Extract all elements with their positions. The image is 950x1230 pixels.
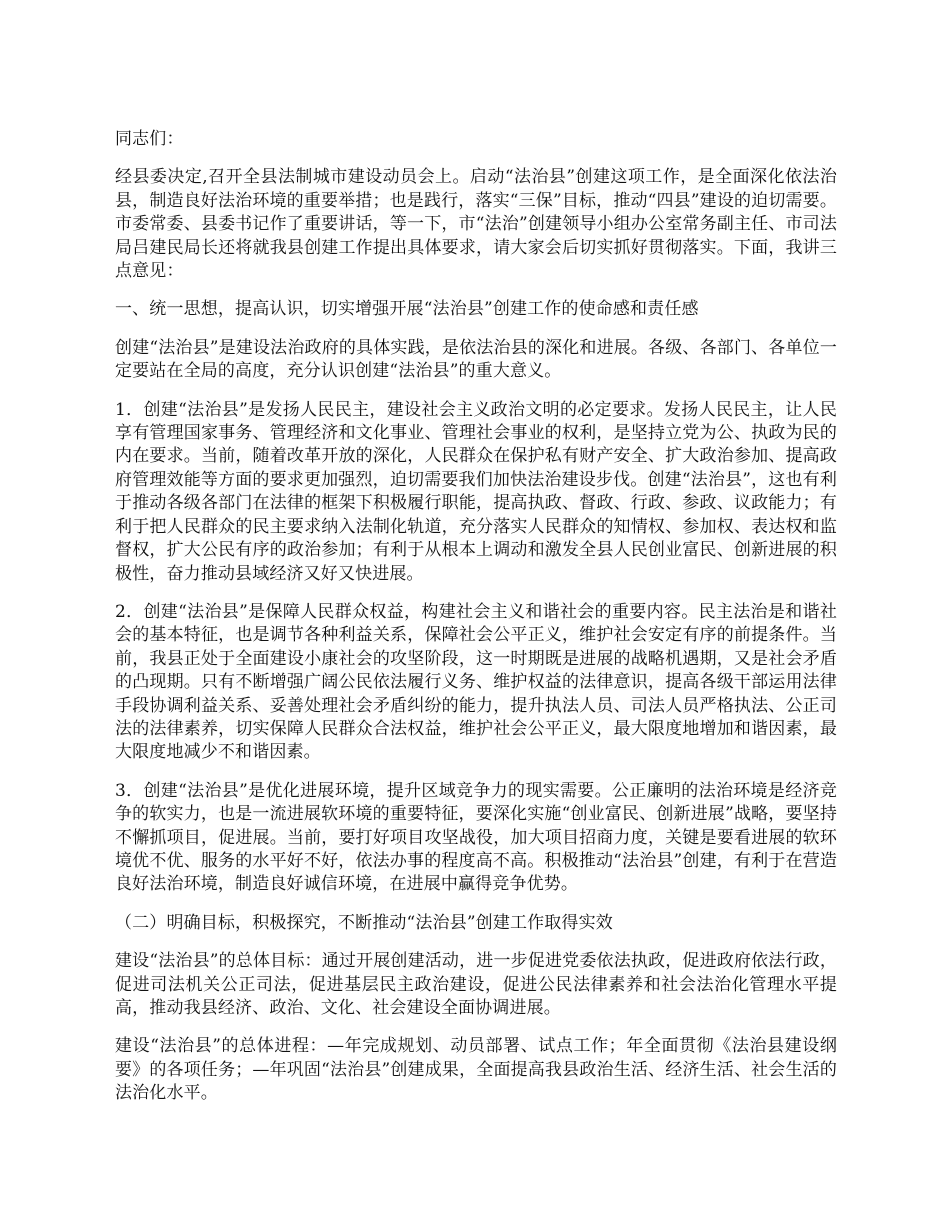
paragraph-intro: 经县委决定,召开全县法制城市建设动员会上。启动“法治县”创建这项工作，是全面深化依法治县，制造良好法治环境的重要举措；也是践行，落实“三保”目标，推动“四县”建设的迫切需要。市委常委、县委书记作了重要讲话，等一下，市“法治”创建领导小组办公室常务副主任、市司法局吕建民局长还将就我县创建工作提出具体要求，请大家会后切实抓好贯彻落实。下面，我讲三点意见： [115, 167, 837, 282]
paragraph-point-1: 1．创建“法治县”是发扬人民民主，建设社会主义政治文明的必定要求。发扬人民民主，让人民享有管理国家事务、管理经济和文化事业、管理社会事业的权利，是坚持立党为公、执政为民的内在要求。当前，随着改革开放的深化，人民群众在保护私有财产安全、扩大政治参加、提高政府管理效能等方面的要求更加强烈，迫切需要我们加快法治建设步伐。创建“法治县”，这也有利于推动各级各部门在法律的框架下积极履行职能，提高执政、督政、行政、参政、议政能力；有利于把人民群众的民主要求纳入法制化轨道，充分落实人民群众的知情权、参加权、表达权和监督权，扩大公民有序的政治参加；有利于从根本上调动和激发全县人民创业富民、创新进展的积极性，奋力推动县域经济又好又快进展。 [115, 399, 837, 584]
paragraph-overall-schedule: 建设“法治县”的总体进程：—年完成规划、动员部署、试点工作；年全面贯彻《法治县建设纲要》的各项任务；—年巩固“法治县”创建成果，全面提高我县政治生活、经济生活、社会生活的法治化水平。 [115, 1036, 837, 1104]
section-heading-2: （二）明确目标，积极探究，不断推动“法治县”创建工作取得实效 [115, 912, 613, 933]
paragraph-point-3: 3．创建“法治县”是优化进展环境，提升区域竞争力的现实需要。公正廉明的法治环境是经济竞争的软实力，也是一流进展软环境的重要特征，要深化实施“创业富民、创新进展”战略，要坚持不懈抓项目，促进展。当前，要打好项目攻坚战役，加大项目招商力度，关键是要看进展的软环境优不优、服务的水平好不好，依法办事的程度高不高。积极推动“法治县”创建，有利于在营造良好法治环境，制造良好诚信环境，在进展中赢得竞争优势。 [115, 780, 837, 895]
paragraph-overall-goal: 建设“法治县”的总体目标：通过开展创建活动，进一步促进党委依法执政，促进政府依法行政，促进司法机关公正司法，促进基层民主政治建设，促进公民法律素养和社会法治化管理水平提高，推动我县经济、政治、文化、社会建设全面协调进展。 [115, 951, 837, 1018]
paragraph-significance: 创建“法治县”是建设法治政府的具体实践，是依法治县的深化和进展。各级、各部门、各单位一定要站在全局的高度，充分认识创建“法治县”的重大意义。 [115, 337, 837, 382]
paragraph-point-2: 2．创建“法治县”是保障人民群众权益，构建社会主义和谐社会的重要内容。民主法治是和谐社会的基本特征，也是调节各种利益关系，保障社会公平正义，维护社会安定有序的前提条件。当前，我县正处于全面建设小康社会的攻坚阶段，这一时期既是进展的战略机遇期，又是社会矛盾的凸现期。只有不断增强广阔公民依法履行义务、维护权益的法律意识，提高各级干部运用法律手段协调利益关系、妥善处理社会矛盾纠纷的能力，提升执法人员、司法人员严格执法、公正司法的法律素养，切实保障人民群众合法权益，维护社会公平正义，最大限度地增加和谐因素，最大限度地减少不和谐因素。 [115, 601, 837, 763]
document-body [115, 128, 837, 1121]
greeting: 同志们： [115, 129, 184, 149]
section-heading-1: 一、统一思想，提高认识，切实增强开展“法治县”创建工作的使命感和责任感 [115, 299, 699, 320]
